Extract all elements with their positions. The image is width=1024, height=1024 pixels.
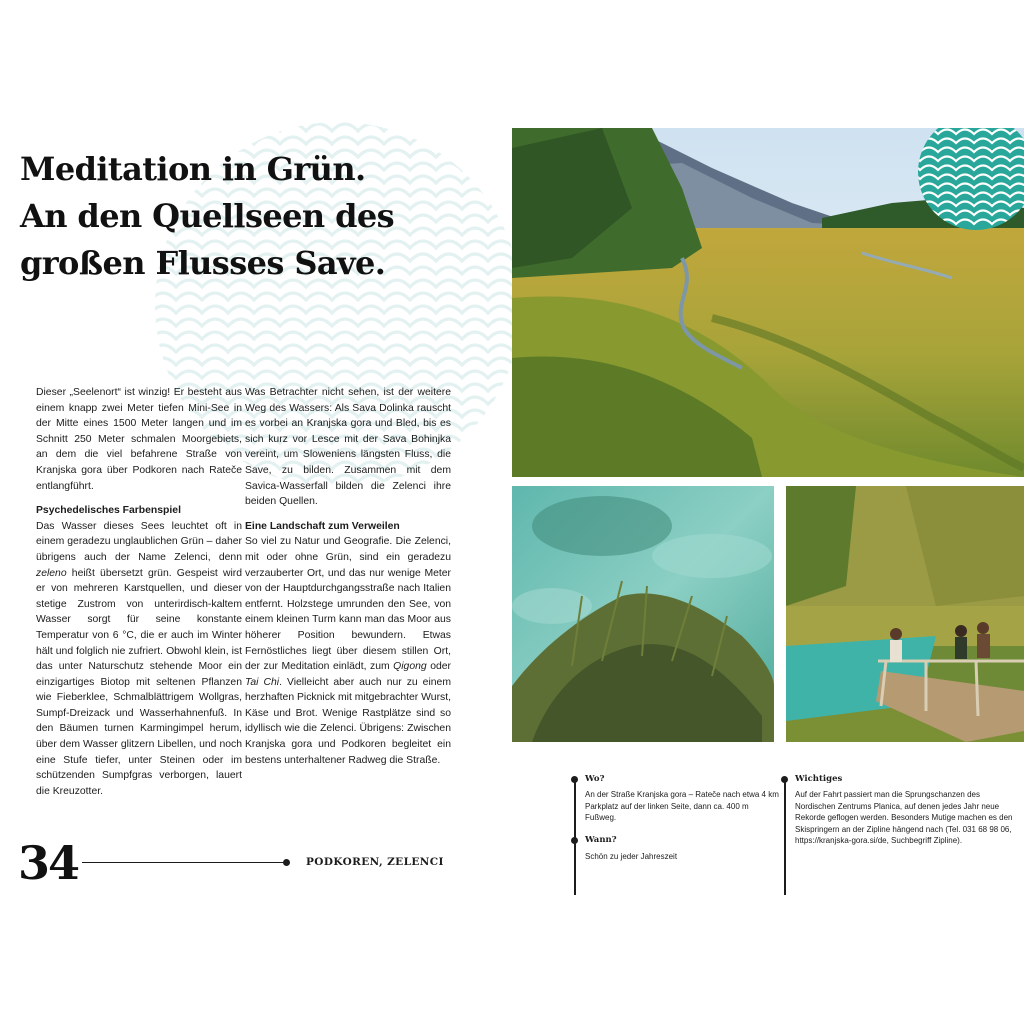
- info-heading-wann: Wann?: [585, 835, 617, 845]
- title-line-1: Meditation in Grün.: [20, 150, 366, 188]
- section-heading-landschaft: Eine Landschaft zum Verweilen: [245, 520, 400, 532]
- info-bullet-wichtiges: [781, 776, 788, 783]
- info-heading-wichtiges: Wichtiges: [795, 774, 843, 784]
- page-title: [20, 146, 490, 287]
- title-line-2: An den Quellseen des: [20, 197, 395, 235]
- info-heading-wo: Wo?: [585, 774, 605, 784]
- text-column-2: [245, 385, 451, 768]
- farbenspiel-paragraph: Das Wasser dieses Sees leuchtet oft in einem geradezu unglaublichen Grün – daher übrigens auch der Name Zelenci, denn zeleno heißt übersetzt grün. Gespeist wird er von mehreren Karstquellen, und dieser stetige Zustrom von unterirdisch-kaltem Wasser sorgt für seine konstante Temperatur von 6 °C, die er auch im Winter hält und folglich nie zufriert. Obwohl klein, ist das unter Naturschutz stehende Moor ein einzigartiges Biotop mit seltenen Pflanzen wie Fieberklee, Schmalblättrigem Wollgras, Sumpf-Dreizack und Wasserhahnenfuß. In den Bäumen turnen Karmingimpel herum, über dem Wasser glitzern Libellen, und noch eine Stufe tiefer, unter Steinen oder im schützenden Sumpfgras verborgen, lauert die Kreuzotter.: [36, 520, 242, 797]
- title-line-3: großen Flusses Save.: [20, 244, 386, 282]
- spring-water-closeup-photo: [512, 486, 774, 742]
- landschaft-paragraph: So viel zu Natur und Geografie. Die Zelenci, mit oder ohne Grün, sind ein geradezu verzauberter Ort, und das nur wenige Meter von der Hauptdurchgangsstraße nach Italien entfernt. Holzstege umrunden den See, von einem kleinen Turm kann man das Moor aus höherer Position bewundern. Etwas Fernöstliches liegt über diesem stillen Ort, der zur Meditation einlädt, zum Qigong oder Tai Chi. Vielleicht aber auch nur zu einem herzhaften Picknick mit mitgebrachter Wurst, Käse und Brot. Wenige Rastplätze sind so idyllisch wie die Zelenci. Übrigens: Zwischen Kranjska gora und Podkoren begleitet ein bestens unterhaltener Radweg die Straße.: [245, 536, 451, 766]
- page-number: 34: [18, 836, 79, 890]
- footer-location-label: PODKOREN, ZELENCI: [306, 856, 444, 868]
- info-text-wann: Schön zu jeder Jahreszeit: [585, 852, 678, 861]
- wave-pattern-badge: [912, 128, 1024, 232]
- footer-rule: [82, 862, 286, 863]
- info-text-wichtiges: Auf der Fahrt passiert man die Sprungschanzen des Nordischen Zentrums Planica, auf denen jedes Jahr neue Rekorde geflogen werden. Besonders Mutige machen es den Skispringern an der Zipline hängend nach (Tel. 031 68 98 06, https://kranjska-gora.si/de, Suchbegriff Zipline).: [795, 790, 1013, 845]
- text-column-1: [36, 385, 242, 799]
- intro-paragraph: Dieser „Seelenort“ ist winzig! Er besteht aus einem knapp zwei Meter tiefen Mini-See in der Mitte eines 1500 Meter langen und im Schnitt 250 Meter schmalen Moorgebiets, an dem die viel befahrene Straße von Kranjska gora über Podkoren nach Rateče entlangführt.: [36, 387, 242, 492]
- info-bullet-wo: [571, 776, 578, 783]
- info-bullet-wann: [571, 837, 578, 844]
- footer-rule-dot: [283, 859, 290, 866]
- boardwalk-visitors-photo: [786, 486, 1024, 742]
- section-heading-farbenspiel: Psychedelisches Farbenspiel: [36, 505, 181, 517]
- info-text-wo: An der Straße Kranjska gora – Rateče nach etwa 4 km Parkplatz auf der linken Seite, dann ca. 400 m Fußweg.: [585, 790, 779, 822]
- info-line-right: [784, 780, 786, 895]
- water-paragraph: Was Betrachter nicht sehen, ist der weitere Weg des Wassers: Als Sava Dolinka rauscht es vorbei an Kranjska gora und Bled, bis es sich kurz vor Lesce mit der Sava Bohinjka vereint, um Sloweniens längsten Fluss, die Save, zu bilden. Zusammen mit dem Savica-Wasserfall bilden die Zelenci ihre beiden Quellen.: [245, 387, 451, 508]
